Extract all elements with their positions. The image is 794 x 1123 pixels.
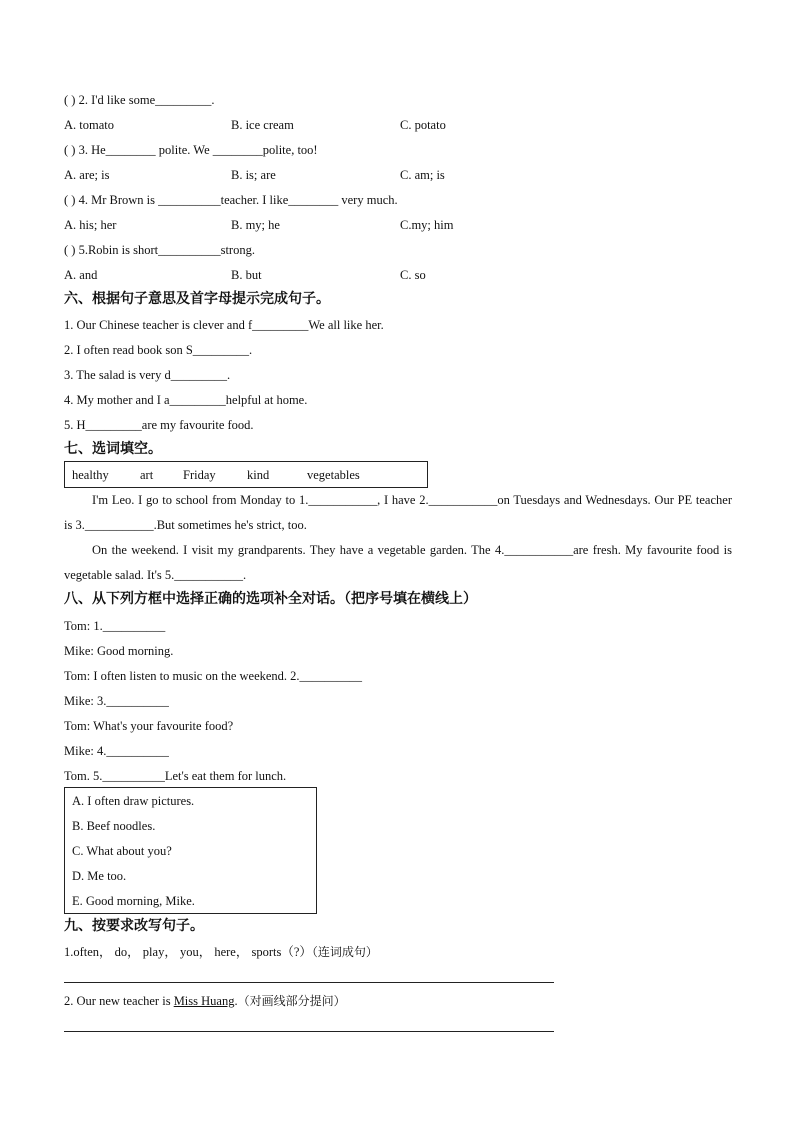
- q3-option-b: B. is; are: [231, 168, 276, 182]
- word-bank-word: kind: [247, 468, 270, 482]
- q3-option-c: C. am; is: [400, 168, 445, 182]
- q3-stem: ( ) 3. He________ polite. We ________polite, too!: [64, 143, 318, 157]
- s7-paragraph-2: On the weekend. I visit my grandparents. They have a vegetable garden. The 4.___________are fresh. My favourite food is vegetable salad. It's 5.___________.: [64, 543, 732, 582]
- q2-stem: ( ) 2. I'd like some_________.: [64, 93, 215, 107]
- s9-q2-note: （对画线部分提问）: [237, 994, 346, 1008]
- s6-item-3: 3. The salad is very d_________.: [64, 368, 231, 382]
- answer-line-1[interactable]: [64, 982, 554, 983]
- q5-option-a: A. and: [64, 268, 98, 282]
- section7-heading: 七、选词填空。: [64, 441, 162, 457]
- dialogue-option: D. Me too.: [72, 869, 127, 883]
- q5-option-c: C. so: [400, 268, 426, 282]
- s9-q1-words: 1.often， do， play， you， here， sports（?）: [64, 945, 312, 959]
- s6-item-1: 1. Our Chinese teacher is clever and f_________We all like her.: [64, 318, 384, 332]
- dialogue-option: A. I often draw pictures.: [72, 794, 195, 808]
- s9-q1: [64, 944, 378, 960]
- q2-option-b: B. ice cream: [231, 118, 294, 132]
- dialogue-option: B. Beef noodles.: [72, 819, 156, 833]
- s6-item-2: 2. I often read book son S_________.: [64, 343, 253, 357]
- section9-heading: 九、按要求改写句子。: [64, 918, 204, 934]
- q4-option-c: C.my; him: [400, 218, 454, 232]
- dialogue-line: Mike: 3.__________: [64, 694, 169, 708]
- s9-q2-underlined: Miss Huang: [173, 994, 235, 1008]
- s9-q2: [64, 993, 346, 1009]
- word-bank-word: Friday: [183, 468, 216, 482]
- word-bank-word: healthy: [72, 468, 109, 482]
- section6-heading: 六、根据句子意思及首字母提示完成句子。: [64, 291, 330, 307]
- s7-paragraph-1: I'm Leo. I go to school from Monday to 1.___________, I have 2.___________on Tuesdays and Wednesdays. Our PE teacher is 3.___________.But sometimes he's strict, too.: [64, 493, 732, 532]
- dialogue-line: Tom: 1.__________: [64, 619, 166, 633]
- q4-option-b: B. my; he: [231, 218, 280, 232]
- q4-option-a: A. his; her: [64, 218, 117, 232]
- q5-stem: ( ) 5.Robin is short__________strong.: [64, 243, 255, 257]
- s6-item-4: 4. My mother and I a_________helpful at home.: [64, 393, 308, 407]
- dialogue-options-box: [64, 787, 317, 914]
- q4-stem: ( ) 4. Mr Brown is __________teacher. I like________ very much.: [64, 193, 398, 207]
- s6-item-5: 5. H_________are my favourite food.: [64, 418, 254, 432]
- q3-option-a: A. are; is: [64, 168, 110, 182]
- q2-option-c: C. potato: [400, 118, 446, 132]
- q5-option-b: B. but: [231, 268, 262, 282]
- dialogue-line: Tom: I often listen to music on the weekend. 2.__________: [64, 669, 363, 683]
- dialogue-line: Tom: What's your favourite food?: [64, 719, 234, 733]
- dialogue-line: Mike: 4.__________: [64, 744, 169, 758]
- word-bank-word: vegetables: [307, 468, 360, 482]
- dialogue-line: Mike: Good morning.: [64, 644, 174, 658]
- q2-option-a: A. tomato: [64, 118, 114, 132]
- answer-line-2[interactable]: [64, 1031, 554, 1032]
- word-bank-box: [64, 461, 428, 488]
- word-bank-word: art: [140, 468, 154, 482]
- s9-q2-pre: 2. Our new teacher is: [64, 994, 174, 1008]
- s9-q2-post: .: [234, 994, 238, 1008]
- dialogue-option: E. Good morning, Mike.: [72, 894, 195, 908]
- dialogue-option: C. What about you?: [72, 844, 172, 858]
- s9-q1-note: （连词成句）: [311, 945, 378, 959]
- dialogue-line: Tom. 5.__________Let's eat them for lunch.: [64, 769, 287, 783]
- section8-heading: 八、从下列方框中选择正确的选项补全对话。（把序号填在横线上）: [64, 591, 477, 607]
